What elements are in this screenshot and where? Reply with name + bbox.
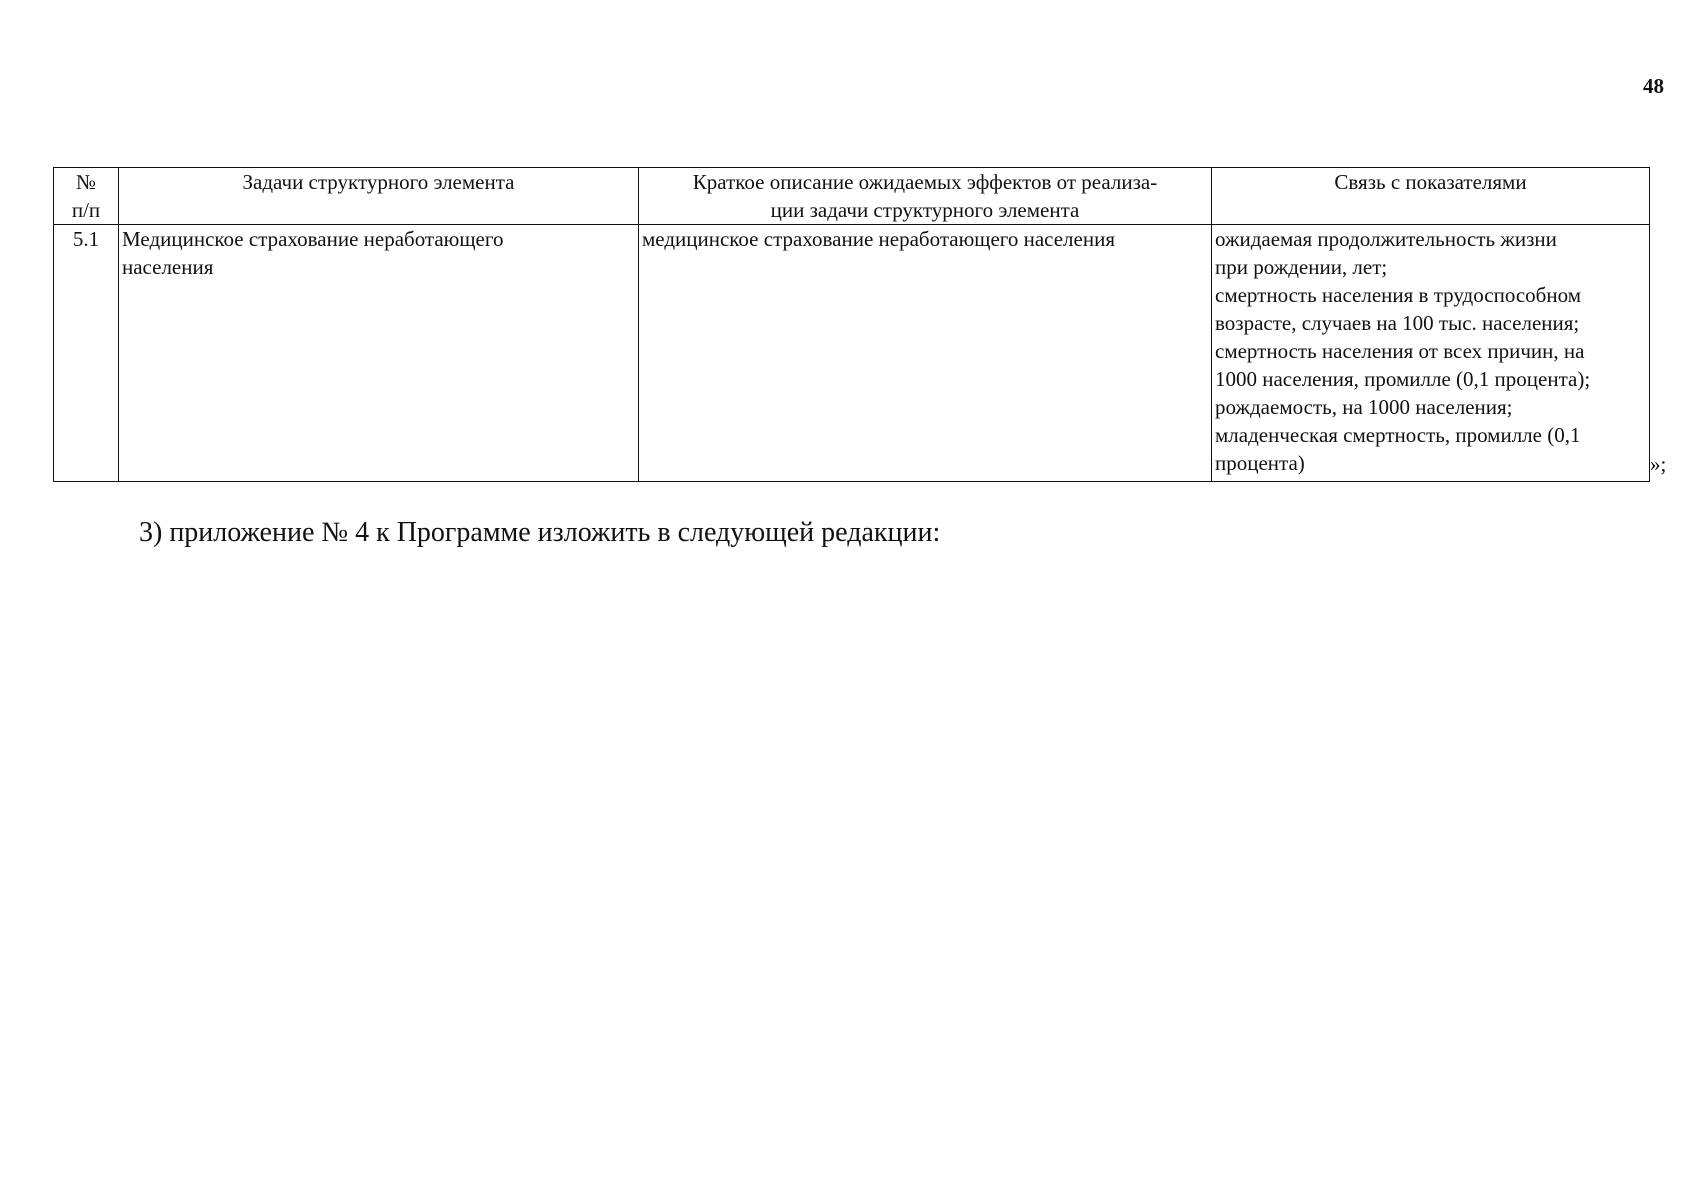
header-tasks: Задачи структурного элемента <box>119 168 639 225</box>
indicator-line: ожидаемая продолжительность жизни <box>1215 227 1557 251</box>
row-task-line-1: Медицинское страхование неработающего <box>122 227 504 251</box>
indicator-line: смертность населения от всех причин, на <box>1215 339 1585 363</box>
indicator-line: рождаемость, на 1000 населения; <box>1215 395 1513 419</box>
indicator-line: возрасте, случаев на 100 тыс. населения; <box>1215 311 1580 335</box>
header-num-line-2: п/п <box>71 198 101 222</box>
header-effects-line-1: Краткое описание ожидаемых эффектов от реализа- <box>692 170 1158 194</box>
row-indicators <box>1212 225 1650 482</box>
row-effect: медицинское страхование неработающего населения <box>639 225 1212 482</box>
row-num: 5.1 <box>54 225 119 482</box>
row-task <box>119 225 639 482</box>
indicator-line: смертность населения в трудоспособном <box>1215 283 1581 307</box>
table-row <box>54 225 1650 482</box>
page-number: 48 <box>1643 74 1664 98</box>
indicator-line: младенческая смертность, промилле (0,1 <box>1215 423 1581 447</box>
header-num-line-1: № <box>75 170 97 194</box>
header-indicators: Связь с показателями <box>1212 168 1650 225</box>
indicator-line: при рождении, лет; <box>1215 255 1388 279</box>
header-effects <box>639 168 1212 225</box>
header-num <box>54 168 119 225</box>
indicator-line: 1000 населения, промилле (0,1 процента); <box>1215 367 1591 391</box>
indicator-line: процента) <box>1215 451 1305 475</box>
header-effects-line-2: ции задачи структурного элемента <box>770 198 1080 222</box>
table-header-row <box>54 168 1650 225</box>
paragraph-amendment: 3) приложение № 4 к Программе изложить в следующей редакции: <box>139 517 941 548</box>
program-table <box>53 167 1650 482</box>
row-task-line-2: населения <box>122 255 214 279</box>
closing-quote-mark: »; <box>1650 452 1667 476</box>
